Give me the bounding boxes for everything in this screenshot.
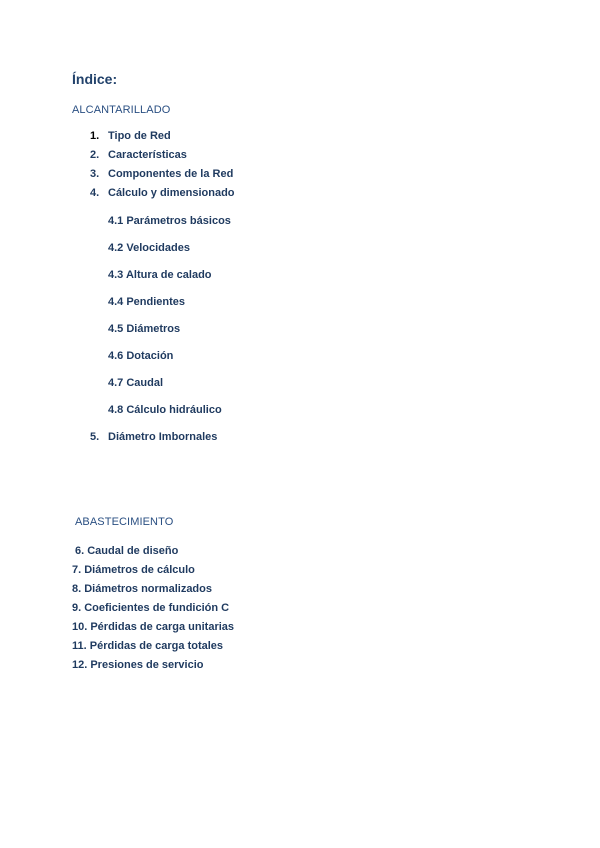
toc-item-label: Tipo de Red bbox=[108, 130, 171, 142]
toc-item: 12. Presiones de servicio bbox=[72, 659, 204, 671]
toc-item: 10. Pérdidas de carga unitarias bbox=[72, 621, 235, 633]
toc-item-number: 5. bbox=[90, 431, 100, 443]
toc-subitem: 4.1 Parámetros básicos bbox=[108, 215, 231, 227]
toc-item-number: 1. bbox=[90, 130, 100, 142]
toc-item bbox=[90, 431, 217, 443]
toc-item: 7. Diámetros de cálculo bbox=[72, 564, 195, 576]
toc-subitem: 4.8 Cálculo hidráulico bbox=[108, 404, 222, 416]
toc-item-label: Componentes de la Red bbox=[108, 168, 234, 180]
toc-item-label: Diámetro Imbornales bbox=[108, 431, 218, 443]
toc-subitem: 4.6 Dotación bbox=[108, 350, 174, 362]
toc-item-label: Características bbox=[108, 149, 187, 161]
toc-item: 9. Coeficientes de fundición C bbox=[72, 602, 230, 614]
toc-item bbox=[90, 168, 233, 180]
section-heading-abastecimiento: ABASTECIMIENTO bbox=[75, 516, 174, 528]
toc-subitem: 4.5 Diámetros bbox=[108, 323, 181, 335]
toc-item bbox=[90, 149, 187, 161]
toc-subitem: 4.2 Velocidades bbox=[108, 242, 190, 254]
toc-item-number: 3. bbox=[90, 168, 100, 180]
toc-item bbox=[90, 130, 171, 142]
section-heading-alcantarillado: ALCANTARILLADO bbox=[72, 104, 171, 116]
toc-subitem: 4.3 Altura de calado bbox=[108, 269, 212, 281]
toc-item-number: 2. bbox=[90, 149, 100, 161]
toc-item: 8. Diámetros normalizados bbox=[72, 583, 212, 595]
toc-subitem: 4.7 Caudal bbox=[108, 377, 164, 389]
toc-item: 6. Caudal de diseño bbox=[75, 545, 179, 557]
toc-subitem: 4.4 Pendientes bbox=[108, 296, 186, 308]
toc-item: 11. Pérdidas de carga totales bbox=[72, 640, 224, 652]
toc-item bbox=[90, 187, 235, 199]
toc-item-number: 4. bbox=[90, 187, 100, 199]
toc-item-label: Cálculo y dimensionado bbox=[108, 187, 235, 199]
page-title: Índice: bbox=[72, 71, 118, 87]
